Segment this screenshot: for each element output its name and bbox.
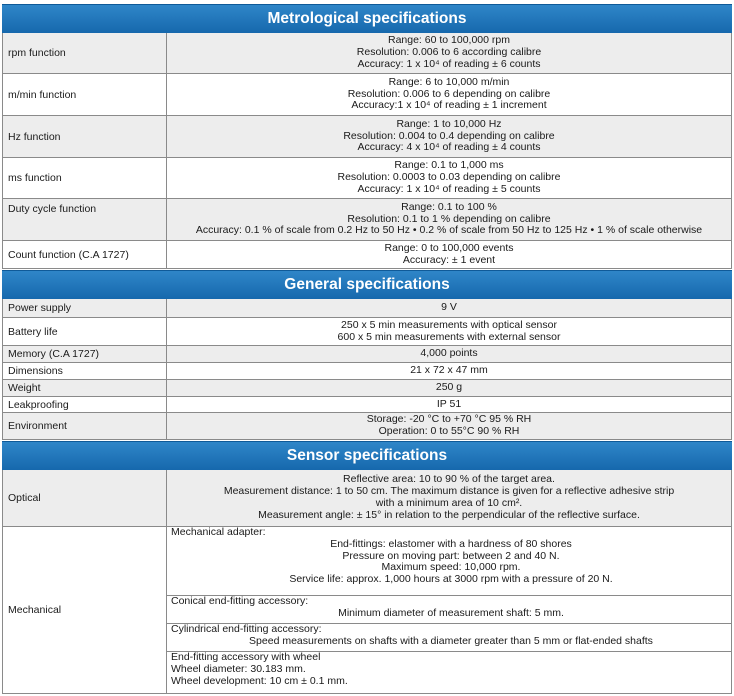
conical-block <box>167 596 731 624</box>
value-line: Range: 0 to 100,000 events <box>384 241 514 254</box>
table-row <box>2 116 732 158</box>
row-label: Battery life <box>2 318 167 345</box>
mechanical-adapter-block <box>167 527 731 596</box>
row-label: Weight <box>2 380 167 396</box>
row-value <box>167 74 732 115</box>
row-value <box>167 199 732 240</box>
value-line: 9 V <box>441 301 457 314</box>
table-row <box>2 241 732 269</box>
value-line: Measurement angle: ± 15° in relation to the perpendicular of the reflective surface. <box>258 508 640 521</box>
value-line: Range: 1 to 10,000 Hz <box>396 117 502 130</box>
row-label: Leakproofing <box>2 397 167 412</box>
row-label: Power supply <box>2 299 167 317</box>
value-line: Accuracy: ± 1 event <box>402 253 496 266</box>
value-line: Resolution: 0.1 to 1 % depending on calibre <box>347 212 551 225</box>
value-line: Accuracy: 0.1 % of scale from 0.2 Hz to 50 Hz • 0.2 % of scale from 50 Hz to 125 Hz • 1 % of scale otherwise <box>195 224 703 237</box>
row-label: Memory (C.A 1727) <box>2 346 167 362</box>
value-line: IP 51 <box>436 397 462 410</box>
value-line: End-fittings: elastomer with a hardness of 80 shores <box>330 537 572 550</box>
table-row <box>2 397 732 413</box>
table-row <box>2 318 732 346</box>
table-row <box>2 158 732 199</box>
value-line: Range: 6 to 10,000 m/min <box>388 75 510 88</box>
row-value <box>167 299 732 317</box>
row-value <box>167 33 732 73</box>
row-label: ms function <box>2 158 167 198</box>
row-label: Duty cycle function <box>2 199 167 240</box>
value-line: Speed measurements on shafts with a diameter greater than 5 mm or flat-ended shafts <box>249 634 653 647</box>
sensor-header <box>2 441 732 470</box>
section-title: Sensor specifications <box>286 447 448 464</box>
table-row <box>2 199 732 241</box>
value-line: Storage: -20 °C to +70 °C 95 % RH <box>366 413 532 426</box>
row-label: Dimensions <box>2 363 167 379</box>
value-line: Wheel development: 10 cm ± 0.1 mm. <box>171 674 348 687</box>
row-label: Environment <box>2 413 167 439</box>
row-value <box>167 527 732 693</box>
value-line: Service life: approx. 1,000 hours at 3000 rpm with a pressure of 20 N. <box>289 573 613 586</box>
row-value <box>167 241 732 268</box>
row-label: Count function (C.A 1727) <box>2 241 167 268</box>
cylindrical-block <box>167 624 731 652</box>
block-heading: Conical end-fitting accessory: <box>171 595 309 607</box>
value-line: Operation: 0 to 55°C 90 % RH <box>378 425 520 437</box>
row-value <box>167 363 732 379</box>
value-line: Minimum diameter of measurement shaft: 5 mm. <box>338 606 564 619</box>
value-line: Wheel diameter: 30.183 mm. <box>171 662 306 675</box>
row-value <box>167 397 732 412</box>
section-title: General specifications <box>284 276 450 293</box>
row-label: Mechanical <box>2 527 167 693</box>
value-line: Maximum speed: 10,000 rpm. <box>381 561 521 574</box>
row-value <box>167 318 732 345</box>
row-value <box>167 158 732 198</box>
row-label: Optical <box>2 470 167 526</box>
table-row <box>2 346 732 363</box>
section-title: Metrological specifications <box>267 10 467 27</box>
value-line: Reflective area: 10 to 90 % of the target area. <box>343 473 555 486</box>
table-row <box>2 380 732 397</box>
value-line: 250 g <box>435 381 463 394</box>
value-line: 4,000 points <box>420 347 478 360</box>
row-value <box>167 116 732 157</box>
value-line: Pressure on moving part: between 2 and 40 N. <box>342 549 560 562</box>
value-line: Accuracy: 4 x 10⁴ of reading ± 4 counts <box>357 141 541 154</box>
table-row <box>2 74 732 116</box>
value-line: Range: 0.1 to 1,000 ms <box>394 159 504 172</box>
value-line: Accuracy: 1 x 10⁴ of reading ± 5 counts <box>357 182 541 195</box>
general-header <box>2 270 732 299</box>
table-row <box>2 299 732 318</box>
value-line: with a minimum area of 10 cm². <box>375 497 523 509</box>
block-heading: Cylindrical end-fitting accessory: <box>171 623 322 635</box>
table-row <box>2 33 732 74</box>
row-label: rpm function <box>2 33 167 73</box>
row-label: Hz function <box>2 116 167 157</box>
block-heading: Mechanical adapter: <box>171 526 266 538</box>
wheel-block <box>167 652 731 687</box>
block-heading: End-fitting accessory with wheel <box>171 651 321 663</box>
value-line: Accuracy: 1 x 10⁴ of reading ± 6 counts <box>357 57 541 70</box>
metrological-header <box>2 4 732 33</box>
row-label: m/min function <box>2 74 167 115</box>
value-line: Range: 60 to 100,000 rpm <box>387 34 510 47</box>
value-line: Measurement distance: 1 to 50 cm. The maximum distance is given for a reflective adhesive strip <box>223 485 675 498</box>
table-row <box>2 527 732 694</box>
row-value <box>167 380 732 396</box>
value-line: Accuracy:1 x 10⁴ of reading ± 1 increment <box>351 99 547 112</box>
value-line: 21 x 72 x 47 mm <box>410 364 488 377</box>
table-row <box>2 363 732 380</box>
value-line: Resolution: 0.0003 to 0.03 depending on calibre <box>337 171 561 184</box>
value-line: 250 x 5 min measurements with optical sensor <box>341 318 557 331</box>
value-line: Resolution: 0.004 to 0.4 depending on calibre <box>343 129 555 142</box>
value-line: Resolution: 0.006 to 6 according calibre <box>356 46 542 59</box>
row-value <box>167 413 732 439</box>
value-line: 600 x 5 min measurements with external sensor <box>337 330 561 343</box>
value-line: Resolution: 0.006 to 6 depending on calibre <box>347 87 551 100</box>
row-value <box>167 346 732 362</box>
row-value <box>167 470 732 526</box>
table-row <box>2 413 732 440</box>
table-row <box>2 470 732 527</box>
value-line: Range: 0.1 to 100 % <box>401 200 497 213</box>
